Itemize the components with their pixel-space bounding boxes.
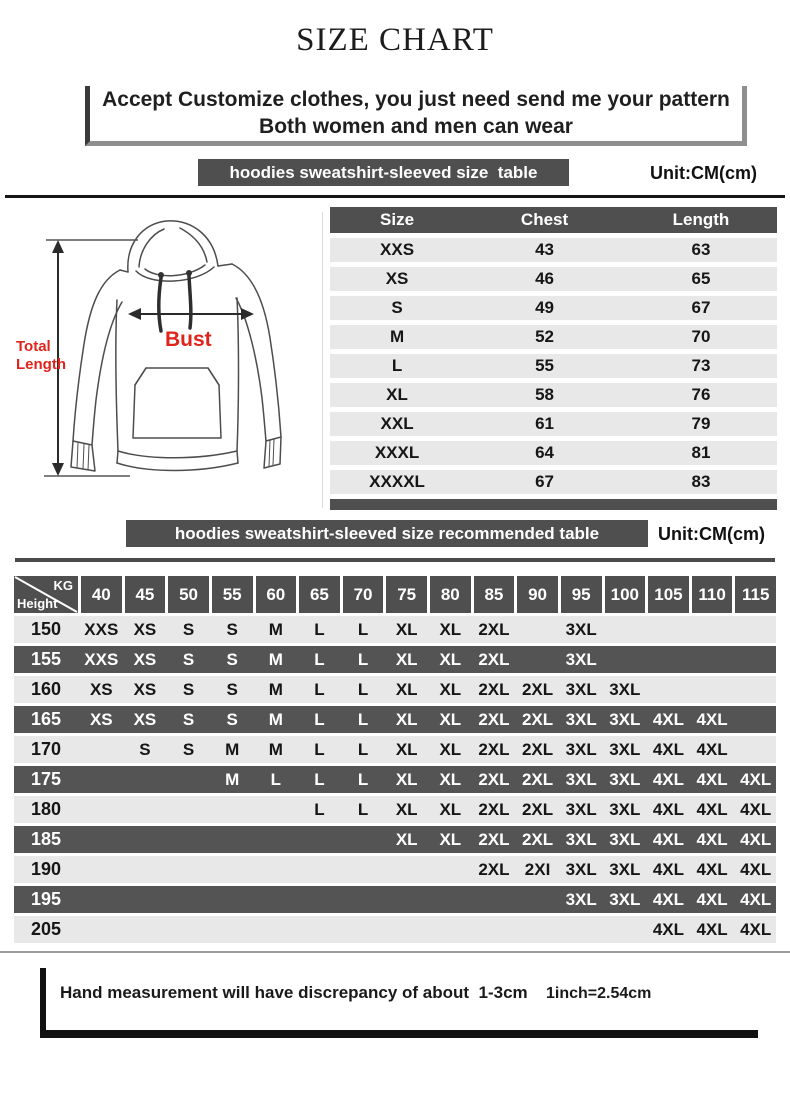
- matrix-corner-cell: [14, 576, 78, 613]
- banner-line-2: Both women and men can wear: [259, 115, 573, 138]
- recommended-table-section-label: hoodies sweatshirt-sleeved size recommended table: [126, 520, 648, 547]
- matrix-cell: 4XL: [740, 769, 772, 789]
- matrix-cell: L: [314, 679, 325, 699]
- page-title: SIZE CHART: [296, 22, 494, 58]
- matrix-cell: XS: [133, 679, 157, 699]
- weight-header-45: 45: [125, 576, 166, 613]
- matrix-cell: 3XL: [609, 889, 641, 909]
- matrix-cell: 3XL: [609, 829, 641, 849]
- matrix-cell: 3XL: [609, 769, 641, 789]
- matrix-row-160: [14, 676, 776, 703]
- matrix-row-190: [14, 856, 776, 883]
- matrix-cell: [81, 916, 122, 943]
- matrix-cell: [212, 856, 253, 883]
- matrix-cell: S: [226, 619, 238, 639]
- matrix-cell: XL: [439, 709, 462, 729]
- recommended-size-matrix: [14, 576, 776, 943]
- matrix-cell: 3XL: [565, 769, 597, 789]
- matrix-cell: [430, 916, 471, 943]
- weight-header-90: 90: [517, 576, 558, 613]
- matrix-cell: [212, 916, 253, 943]
- matrix-cell: XS: [133, 709, 157, 729]
- matrix-cell: [299, 916, 340, 943]
- matrix-cell: XS: [89, 709, 113, 729]
- matrix-cell: [517, 646, 558, 673]
- matrix-cell: XL: [395, 739, 418, 759]
- matrix-cell: [168, 826, 209, 853]
- matrix-cell: [81, 886, 122, 913]
- size-table-cell: XS: [385, 269, 409, 288]
- matrix-cell: 4XL: [652, 799, 685, 819]
- matrix-cell: [692, 616, 733, 643]
- corner-kg-label: KG: [53, 578, 73, 593]
- matrix-cell: [299, 826, 340, 853]
- matrix-cell: M: [225, 739, 240, 759]
- matrix-cell: [692, 676, 733, 703]
- height-label-155: 155: [30, 649, 62, 669]
- size-table-cell: 79: [691, 414, 711, 433]
- size-table-cell: 46: [535, 269, 554, 288]
- matrix-cell: S: [139, 739, 151, 759]
- matrix-cell: [517, 886, 558, 913]
- size-table-header-row: [330, 207, 777, 233]
- matrix-cell: 2XL: [478, 829, 510, 849]
- size-table-cell: 76: [691, 385, 711, 404]
- matrix-cell: [343, 856, 384, 883]
- matrix-cell: 4XL: [652, 769, 685, 789]
- matrix-cell: [168, 856, 209, 883]
- weight-header-50: 50: [168, 576, 209, 613]
- matrix-cell: L: [314, 769, 325, 789]
- matrix-cell: L: [357, 679, 369, 699]
- matrix-cell: XL: [395, 829, 418, 849]
- size-table-cell: XXL: [380, 414, 414, 433]
- size-table-cell: 64: [535, 443, 554, 462]
- matrix-cell: L: [357, 739, 369, 759]
- matrix-cell: [125, 826, 166, 853]
- matrix-row-155: [14, 646, 776, 673]
- matrix-cell: [735, 616, 776, 643]
- matrix-cell: 3XL: [609, 799, 641, 819]
- matrix-cell: [605, 616, 646, 643]
- matrix-cell: [212, 826, 253, 853]
- matrix-cell: XXS: [84, 649, 119, 669]
- matrix-cell: 2XL: [478, 709, 510, 729]
- matrix-cell: M: [268, 679, 283, 699]
- corner-height-label: Height: [17, 596, 58, 611]
- matrix-cell: XS: [133, 649, 157, 669]
- matrix-cell: 3XL: [565, 889, 597, 909]
- size-table-row: [330, 296, 777, 320]
- matrix-cell: 4XL: [740, 889, 772, 909]
- matrix-cell: [605, 916, 646, 943]
- size-table: [330, 207, 777, 510]
- matrix-cell: [168, 796, 209, 823]
- height-label-165: 165: [30, 709, 62, 729]
- size-table-row: [330, 267, 777, 291]
- matrix-cell: L: [357, 769, 369, 789]
- size-table-cell: XXXL: [374, 443, 420, 462]
- matrix-cell: [299, 886, 340, 913]
- matrix-cell: [256, 856, 297, 883]
- size-table-cell: XXXXL: [369, 472, 425, 491]
- unit-label-2: Unit:CM(cm): [658, 524, 765, 544]
- matrix-rows: [14, 616, 776, 943]
- matrix-cell: S: [226, 709, 238, 729]
- matrix-row-185: [14, 826, 776, 853]
- matrix-cell: 4XL: [652, 919, 685, 939]
- matrix-row-165: [14, 706, 776, 733]
- matrix-cell: 2XL: [521, 799, 554, 819]
- matrix-cell: 3XL: [565, 649, 597, 669]
- matrix-cell: L: [357, 799, 369, 819]
- matrix-cell: 2XI: [524, 859, 551, 879]
- matrix-cell: [517, 916, 558, 943]
- banner-line-1: Accept Customize clothes, you just need send me your pattern: [102, 88, 730, 111]
- kangaroo-pocket: [133, 368, 221, 438]
- matrix-cell: 3XL: [565, 799, 597, 819]
- matrix-cell: 2XL: [478, 679, 510, 699]
- size-table-row: [330, 470, 777, 494]
- matrix-cell: 3XL: [565, 679, 597, 699]
- size-table-header-chest: Chest: [520, 210, 569, 229]
- matrix-cell: [125, 886, 166, 913]
- matrix-cell: 4XL: [740, 919, 772, 939]
- weight-header-115: 115: [735, 576, 776, 613]
- height-label-195: 195: [30, 889, 62, 909]
- matrix-cell: [343, 916, 384, 943]
- matrix-cell: [605, 646, 646, 673]
- size-table-cell: XL: [386, 385, 408, 404]
- matrix-cell: [125, 796, 166, 823]
- size-table-section-label: hoodies sweatshirt-sleeved size table: [198, 159, 569, 186]
- matrix-cell: S: [182, 739, 195, 759]
- matrix-cell: [168, 766, 209, 793]
- size-table-cell: M: [389, 327, 405, 346]
- matrix-cell: 2XL: [478, 649, 510, 669]
- matrix-cell: [256, 826, 297, 853]
- divider-line-2: [15, 558, 775, 562]
- weight-header-75: 75: [386, 576, 427, 613]
- matrix-cell: L: [314, 739, 325, 759]
- size-table-row: [330, 354, 777, 378]
- height-label-190: 190: [30, 859, 62, 879]
- size-table-row: [330, 383, 777, 407]
- hoodie-measurement-diagram: [8, 210, 320, 508]
- matrix-cell: 4XL: [696, 769, 728, 789]
- size-table-cell: L: [391, 356, 403, 375]
- size-table-cell: 67: [535, 472, 554, 491]
- matrix-cell: M: [225, 769, 240, 789]
- size-table-cell: 70: [691, 327, 711, 346]
- matrix-cell: 2XL: [521, 769, 554, 789]
- matrix-cell: [430, 886, 471, 913]
- divider-line-3: [0, 951, 790, 953]
- matrix-cell: 3XL: [565, 739, 597, 759]
- matrix-cell: 4XL: [696, 829, 728, 849]
- matrix-cell: 4XL: [652, 739, 685, 759]
- matrix-cell: XL: [439, 679, 462, 699]
- matrix-cell: 2XL: [521, 709, 554, 729]
- weight-header-55: 55: [212, 576, 253, 613]
- size-table-cell: 43: [535, 240, 554, 259]
- matrix-cell: L: [357, 649, 369, 669]
- weight-header-60: 60: [256, 576, 297, 613]
- size-table-cell: 61: [535, 414, 554, 433]
- matrix-cell: 4XL: [652, 889, 685, 909]
- footer-note-box: [40, 968, 758, 1038]
- matrix-cell: [125, 916, 166, 943]
- matrix-cell: [648, 676, 689, 703]
- matrix-cell: [386, 856, 427, 883]
- matrix-cell: XS: [133, 619, 157, 639]
- matrix-row-180: [14, 796, 776, 823]
- matrix-cell: 2XL: [521, 739, 554, 759]
- matrix-cell: 4XL: [652, 709, 685, 729]
- bust-label: Bust: [165, 328, 212, 351]
- matrix-cell: [125, 766, 166, 793]
- matrix-cell: [692, 646, 733, 673]
- matrix-cell: [386, 916, 427, 943]
- matrix-cell: [561, 916, 602, 943]
- matrix-cell: [168, 886, 209, 913]
- hoodie-line-art: [8, 210, 320, 508]
- matrix-cell: 3XL: [609, 739, 641, 759]
- height-label-170: 170: [30, 739, 62, 759]
- matrix-cell: [735, 706, 776, 733]
- matrix-cell: 2XL: [478, 739, 510, 759]
- matrix-cell: [386, 886, 427, 913]
- unit-label-1: Unit:CM(cm): [650, 163, 757, 183]
- matrix-cell: XL: [395, 619, 418, 639]
- height-label-205: 205: [30, 919, 62, 939]
- weight-header-95: 95: [561, 576, 602, 613]
- size-table-row: [330, 325, 777, 349]
- total-length-label-line2: Length: [16, 356, 66, 373]
- size-table-cell: S: [391, 298, 403, 317]
- matrix-cell: 2XL: [521, 829, 554, 849]
- matrix-cell: M: [268, 649, 283, 669]
- size-table-cell: 67: [691, 298, 711, 317]
- size-table-bottom-bar: [330, 499, 777, 510]
- matrix-row-195: [14, 886, 776, 913]
- matrix-cell: XL: [439, 829, 462, 849]
- matrix-cell: [125, 856, 166, 883]
- size-table-row: [330, 412, 777, 436]
- matrix-cell: 3XL: [565, 859, 597, 879]
- size-table-cell: 49: [535, 298, 554, 317]
- matrix-cell: 4XL: [652, 859, 685, 879]
- matrix-cell: 3XL: [609, 709, 641, 729]
- matrix-cell: 3XL: [565, 619, 597, 639]
- matrix-cell: 2XL: [478, 799, 510, 819]
- matrix-cell: [81, 826, 122, 853]
- weight-header-110: 110: [692, 576, 733, 613]
- measurement-note: Hand measurement will have discrepancy of about 1-3cm: [60, 983, 528, 1002]
- size-table-header-length: Length: [672, 210, 730, 229]
- matrix-cell: S: [182, 679, 195, 699]
- matrix-cell: 2XL: [478, 859, 510, 879]
- size-table-header-size: Size: [380, 210, 415, 229]
- matrix-cell: XXS: [84, 619, 119, 639]
- matrix-cell: [648, 646, 689, 673]
- matrix-cell: 3XL: [565, 709, 597, 729]
- size-table-cell: 83: [691, 472, 711, 491]
- size-table-cell: 58: [535, 385, 554, 404]
- matrix-row-150: [14, 616, 776, 643]
- divider-line-1: [5, 195, 785, 198]
- matrix-cell: [81, 856, 122, 883]
- matrix-cell: XL: [395, 679, 418, 699]
- matrix-cell: [735, 646, 776, 673]
- matrix-cell: [343, 886, 384, 913]
- weight-header-105: 105: [648, 576, 689, 613]
- matrix-cell: M: [268, 739, 283, 759]
- matrix-cell: 3XL: [609, 679, 641, 699]
- matrix-cell: 4XL: [696, 859, 728, 879]
- matrix-cell: [474, 886, 515, 913]
- matrix-cell: L: [357, 619, 369, 639]
- weight-header-85: 85: [474, 576, 515, 613]
- height-label-185: 185: [30, 829, 62, 849]
- height-label-160: 160: [30, 679, 62, 699]
- matrix-cell: 4XL: [740, 859, 772, 879]
- matrix-row-175: [14, 766, 776, 793]
- matrix-cell: XL: [395, 769, 418, 789]
- matrix-cell: M: [268, 619, 283, 639]
- matrix-cell: 3XL: [609, 859, 641, 879]
- matrix-cell: 4XL: [696, 739, 728, 759]
- weight-header-70: 70: [343, 576, 384, 613]
- matrix-cell: XL: [439, 769, 462, 789]
- weight-header-65: 65: [299, 576, 340, 613]
- matrix-cell: L: [314, 799, 325, 819]
- matrix-cell: [256, 886, 297, 913]
- matrix-cell: XL: [439, 649, 462, 669]
- matrix-cell: L: [314, 619, 325, 639]
- matrix-cell: [168, 916, 209, 943]
- matrix-cell: 4XL: [740, 799, 772, 819]
- matrix-cell: [735, 736, 776, 763]
- custom-note-banner: [85, 86, 747, 146]
- matrix-cell: XL: [395, 709, 418, 729]
- matrix-cell: [256, 916, 297, 943]
- matrix-cell: L: [314, 709, 325, 729]
- weight-header-40: 40: [81, 576, 122, 613]
- size-table-cell: 81: [691, 443, 711, 462]
- matrix-cell: XL: [439, 619, 462, 639]
- matrix-cell: XL: [395, 799, 418, 819]
- matrix-cell: [517, 616, 558, 643]
- matrix-cell: [430, 856, 471, 883]
- matrix-cell: XL: [395, 649, 418, 669]
- inch-conversion: 1inch=2.54cm: [546, 985, 652, 1002]
- matrix-cell: [735, 676, 776, 703]
- matrix-cell: [81, 736, 122, 763]
- matrix-cell: [81, 766, 122, 793]
- weight-header-100: 100: [605, 576, 646, 613]
- weight-header-80: 80: [430, 576, 471, 613]
- matrix-cell: M: [268, 709, 283, 729]
- matrix-cell: 4XL: [696, 709, 728, 729]
- matrix-cell: XL: [439, 799, 462, 819]
- size-table-row: [330, 238, 777, 262]
- matrix-cell: 4XL: [740, 829, 772, 849]
- matrix-cell: S: [226, 649, 238, 669]
- size-table-cell: 63: [691, 240, 711, 259]
- matrix-cell: S: [182, 619, 195, 639]
- matrix-cell: [474, 916, 515, 943]
- matrix-cell: [256, 796, 297, 823]
- matrix-cell: 4XL: [696, 799, 728, 819]
- matrix-cell: [343, 826, 384, 853]
- matrix-cell: L: [314, 649, 325, 669]
- matrix-cell: 2XL: [478, 769, 510, 789]
- matrix-cell: [212, 796, 253, 823]
- matrix-cell: S: [226, 679, 238, 699]
- size-table-cell: 65: [691, 269, 711, 288]
- height-label-175: 175: [30, 769, 62, 789]
- matrix-cell: [299, 856, 340, 883]
- matrix-cell: L: [270, 769, 281, 789]
- matrix-cell: S: [182, 709, 195, 729]
- height-label-150: 150: [30, 619, 62, 639]
- total-length-label-line1: Total: [16, 338, 51, 355]
- matrix-cell: XS: [89, 679, 113, 699]
- matrix-cell: 4XL: [696, 889, 728, 909]
- matrix-header-row: [14, 576, 776, 613]
- matrix-cell: XL: [439, 739, 462, 759]
- matrix-cell: L: [357, 709, 369, 729]
- matrix-row-205: [14, 916, 776, 943]
- size-table-cell: 55: [535, 356, 554, 375]
- matrix-cell: [212, 886, 253, 913]
- matrix-cell: 2XL: [478, 619, 510, 639]
- size-table-cell: 52: [535, 327, 554, 346]
- matrix-cell: S: [182, 649, 195, 669]
- size-table-row: [330, 441, 777, 465]
- size-table-cell: 73: [691, 356, 711, 375]
- matrix-cell: 3XL: [565, 829, 597, 849]
- diagram-table-divider: [322, 212, 323, 508]
- matrix-row-170: [14, 736, 776, 763]
- matrix-cell: 2XL: [521, 679, 554, 699]
- matrix-cell: 4XL: [696, 919, 728, 939]
- height-label-180: 180: [30, 799, 62, 819]
- matrix-cell: [81, 796, 122, 823]
- matrix-cell: [648, 616, 689, 643]
- matrix-cell: 4XL: [652, 829, 685, 849]
- size-table-rows: [330, 238, 777, 494]
- size-table-cell: XXS: [380, 240, 415, 259]
